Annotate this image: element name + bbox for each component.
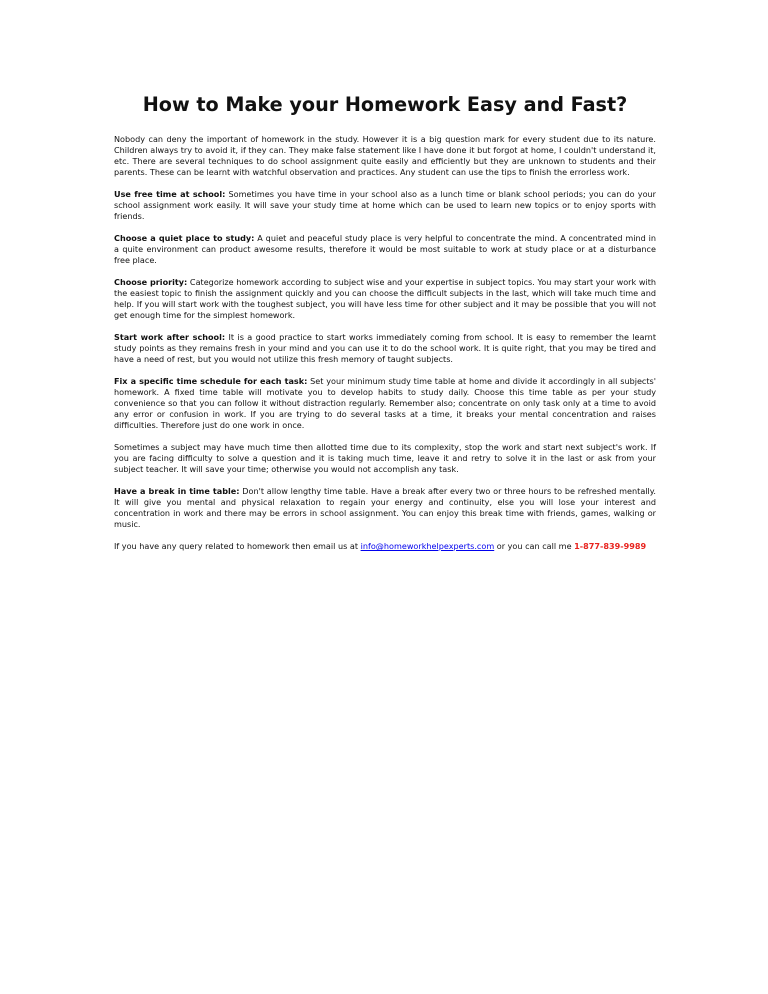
contact-paragraph — [114, 541, 656, 552]
section-text: Don't allow lengthy time table. Have a break after every two or three hours to be refreshed mentally. It will give you mental and physical relaxation to regain your energy and continuity, else you will lose your interest and concentration in work and there may be errors in school assignment. You can enjoy this break time with friends, games, walking or music. — [114, 486, 656, 529]
section-heading: Have a break in time table: — [114, 486, 240, 496]
section-break — [114, 486, 656, 530]
section-free-time — [114, 189, 656, 222]
section-text: Categorize homework according to subject wise and your expertise in subject topics. You may start your work with the easiest topic to finish the assignment quickly and you can choose the difficult subjects in the last, which will take much time and help. If you will start work with the toughest subject, you will have less time for other subject and it may be possible that you will not get enough time for the simplest homework. — [114, 277, 656, 320]
section-text: Sometimes a subject may have much time then allotted time due to its complexity, stop the work and start next subject's work. If you are facing difficulty to solve a question and it is taking much time, leave it and retry to solve it in the last or ask from your subject teacher. It will save your time; otherwise you would not accomplish any task. — [114, 442, 656, 474]
section-heading: Choose priority: — [114, 277, 188, 287]
intro-paragraph: Nobody can deny the important of homework in the study. However it is a big question mark for every student due to its nature. Children always try to avoid it, if they can. They make false statement like I have done it but forgot at home, I couldn't understand it, etc. There are several techniques to do school assignment quite easily and efficiently but they are unknown to students and their parents. These can be learnt with watchful observation and practices. Any student can use the tips to finish the errorless work. — [114, 134, 656, 177]
section-text: Set your minimum study time table at home and divide it accordingly in all subjects' homework. A fixed time table will motivate you to develop habits to study daily. Choose this time table as per your study convenience so that you can follow it without distraction regularly. Remember also; concentrate on only task only at a time to avoid any error or confusion in work. If you are trying to do several tasks at a time, it breaks your mental concentration and raises difficulties. Therefore just do one work in once. — [114, 376, 657, 430]
section-complex-subject — [114, 442, 656, 475]
section-time-schedule — [114, 376, 656, 431]
email-link[interactable]: info@homeworkhelpexperts.com — [360, 541, 495, 551]
contact-prefix: If you have any query related to homework then email us at — [114, 541, 361, 551]
phone-number: 1-877-839-9989 — [574, 541, 647, 551]
document-title: How to Make your Homework Easy and Fast? — [142, 93, 628, 116]
contact-middle: or you can call me — [494, 541, 575, 551]
document-body — [114, 92, 656, 563]
section-after-school — [114, 332, 656, 365]
section-heading: Choose a quiet place to study: — [114, 233, 255, 243]
section-heading: Fix a specific time schedule for each task: — [114, 376, 308, 386]
section-text: Sometimes you have time in your school also as a lunch time or blank school periods; you can do your school assignment work easily. It will save your study time at home which can be used to learn new topics or to enjoy sports with friends. — [114, 189, 656, 221]
section-heading: Use free time at school: — [114, 189, 226, 199]
section-text: A quiet and peaceful study place is very helpful to concentrate the mind. A concentrated mind in a quite environment can product awesome results, therefore it would be most suitable to work at study place or at a disturbance free place. — [114, 233, 656, 265]
section-text: It is a good practice to start works immediately coming from school. It is easy to remember the learnt study points as they remains fresh in your mind and you can use it to do the school work. It is quite right, that you may be tired and have a need of rest, but you would not utilize this fresh memory of taught subjects. — [114, 332, 656, 364]
section-priority — [114, 277, 656, 321]
section-heading: Start work after school: — [114, 332, 226, 342]
section-quiet-place — [114, 233, 656, 266]
